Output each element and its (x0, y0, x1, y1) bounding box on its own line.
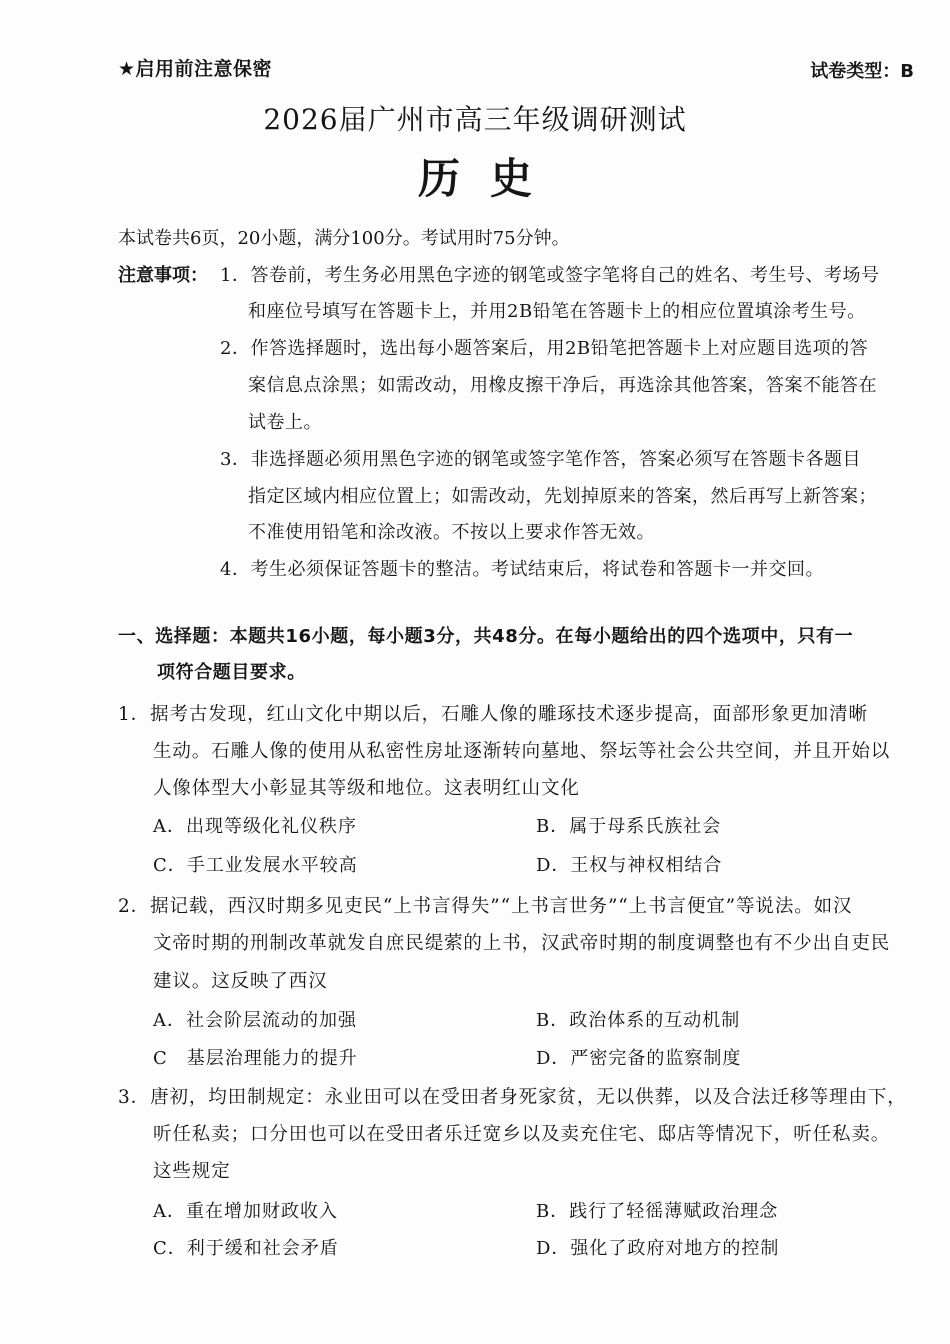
note-line: 和座位号填写在答题卡上，并用2B铅笔在答题卡上的相应位置填涂考生号。 (248, 301, 866, 322)
question-2-option-d: D．严密完备的监察制度 (536, 1048, 742, 1069)
question-2-text: 建议。这反映了西汉 (153, 971, 328, 992)
note-line: 4．考生必须保证答题卡的整洁。考试结束后，将试卷和答题卡一并交回。 (220, 559, 824, 580)
question-3-text: 3．唐初，均田制规定：永业田可以在受田者身死家贫，无以供葬，以及合法迁移等理由下， (118, 1087, 907, 1108)
section-heading: 一、选择题：本题共16小题，每小题3分，共48分。在每小题给出的四个选项中，只有一 (118, 626, 854, 647)
subject-title: 历史 (417, 154, 562, 203)
question-1-option-c: C．手工业发展水平较高 (153, 855, 358, 876)
question-3-option-a: A．重在增加财政收入 (153, 1201, 338, 1222)
question-3-text: 这些规定 (153, 1161, 231, 1182)
question-2-text: 文帝时期的刑制改革就发自庶民缇萦的上书，汉武帝时期的制度调整也有不少出自吏民 (153, 933, 891, 954)
question-1-text: 1．据考古发现，红山文化中期以后，石雕人像的雕琢技术逐步提高，面部形象更加清晰 (118, 704, 868, 725)
note-line: 试卷上。 (248, 412, 322, 433)
question-2-option-a: A．社会阶层流动的加强 (153, 1010, 357, 1031)
question-2-option-c: C 基层治理能力的提升 (153, 1048, 358, 1069)
note-line: 1．答卷前，考生务必用黑色字迹的钢笔或签字笔将自己的姓名、考生号、考场号 (220, 265, 880, 286)
exam-intro: 本试卷共6页，20小题，满分100分。考试用时75分钟。 (118, 228, 570, 249)
exam-title: 2026届广州市高三年级调研测试 (263, 103, 687, 136)
paper-type-label: 试卷类型：B (810, 61, 914, 82)
note-line: 案信息点涂黑；如需改动，用橡皮擦干净后，再选涂其他答案，答案不能答在 (248, 375, 877, 396)
question-3-option-c: C．利于缓和社会矛盾 (153, 1238, 339, 1259)
question-1-text: 人像体型大小彰显其等级和地位。这表明红山文化 (153, 778, 580, 799)
question-3-text: 听任私卖；口分田也可以在受田者乐迁宽乡以及卖充住宅、邸店等情况下，听任私卖。 (153, 1124, 891, 1145)
question-1-option-b: B．属于母系氏族社会 (536, 816, 722, 837)
note-line: 3．非选择题必须用黑色字迹的钢笔或签字笔作答，答案必须写在答题卡各题目 (220, 449, 861, 470)
section-heading: 项符合题目要求。 (157, 662, 306, 683)
question-1-option-a: A．出现等级化礼仪秩序 (153, 816, 357, 837)
question-1-text: 生动。石雕人像的使用从私密性房址逐渐转向墓地、祭坛等社会公共空间，并且开始以 (153, 741, 891, 762)
question-3-option-d: D．强化了政府对地方的控制 (536, 1238, 780, 1259)
question-1-option-d: D．王权与神权相结合 (536, 855, 723, 876)
confidential-label: ★启用前注意保密 (118, 58, 273, 80)
note-line: 2．作答选择题时，选出每小题答案后，用2B铅笔把答题卡上对应题目选项的答 (220, 338, 869, 359)
note-line: 不准使用铅笔和涂改液。不按以上要求作答无效。 (248, 522, 655, 543)
question-2-text: 2．据记载，西汉时期多见吏民“上书言得失”“上书言世务”“上书言便宜”等说法。如汉 (118, 896, 853, 917)
notes-label: 注意事项： (118, 265, 208, 286)
question-2-option-b: B．政治体系的互动机制 (536, 1010, 741, 1031)
question-3-option-b: B．践行了轻徭薄赋政治理念 (536, 1201, 779, 1222)
note-line: 指定区域内相应位置上；如需改动，先划掉原来的答案，然后再写上新答案； (248, 486, 877, 507)
